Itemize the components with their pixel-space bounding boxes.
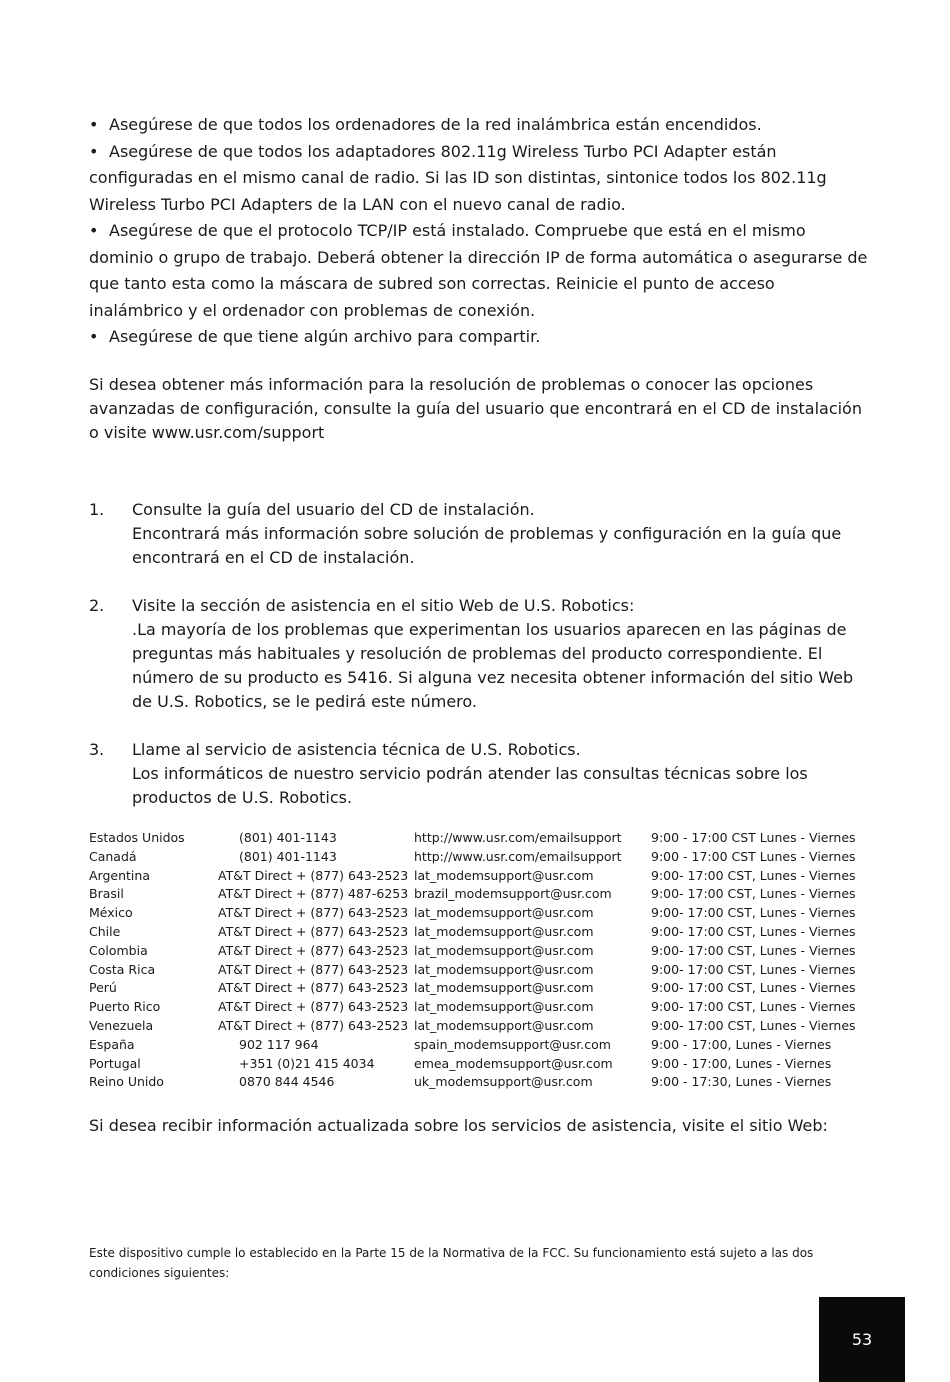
country-cell: México bbox=[89, 905, 133, 921]
table-row bbox=[89, 923, 859, 942]
email-link[interactable]: http://www.usr.com/emailsupport bbox=[414, 848, 622, 864]
email-link[interactable]: uk_modemsupport@usr.com bbox=[414, 1074, 593, 1090]
checklist-item bbox=[89, 112, 869, 139]
checklist-item bbox=[89, 324, 869, 351]
phone-cell: AT&T Direct + (877) 643-2523 bbox=[218, 942, 409, 958]
hours-cell: 9:00 - 17:30, Lunes - Viernes bbox=[651, 1074, 832, 1090]
country-cell: Chile bbox=[89, 923, 121, 939]
email-link[interactable]: lat_modemsupport@usr.com bbox=[414, 867, 594, 883]
support-step bbox=[89, 738, 869, 810]
bullet-icon: • bbox=[89, 115, 99, 134]
country-cell: Argentina bbox=[89, 867, 150, 883]
checklist-item-text: Asegúrese de que el protocolo TCP/IP está instalado. Compruebe que está en el mismo dominio o grupo de trabajo. Deberá obtener la dirección IP de forma automática o asegurarse de que tanto esta como la máscara de subred son correctas. Reinicie el punto de acceso inalámbrico y el ordenador con problemas de conexión. bbox=[89, 221, 868, 320]
email-link[interactable]: emea_modemsupport@usr.com bbox=[414, 1055, 613, 1071]
step-number: 2. bbox=[89, 596, 105, 615]
phone-cell: AT&T Direct + (877) 643-2523 bbox=[218, 1017, 409, 1033]
phone-cell: 0870 844 4546 bbox=[239, 1074, 335, 1090]
country-cell: España bbox=[89, 1036, 135, 1052]
step-number: 3. bbox=[89, 740, 105, 759]
bullet-icon: • bbox=[89, 141, 99, 161]
email-link[interactable]: http://www.usr.com/emailsupport bbox=[414, 830, 622, 845]
country-cell: Reino Unido bbox=[89, 1074, 164, 1090]
table-row bbox=[89, 867, 859, 886]
phone-cell: AT&T Direct + (877) 643-2523 bbox=[218, 961, 409, 977]
step-body: .La mayoría de los problemas que experimentan los usuarios aparecen en las páginas de preguntas más habituales y resolución de problemas del producto correspondiente. El número de su producto es 5416. Si alguna vez necesita obtener información del sitio Web de U.S. Robotics, se le pedirá este número. bbox=[132, 620, 854, 711]
support-step bbox=[89, 498, 869, 570]
hours-cell: 9:00- 17:00 CST, Lunes - Viernes bbox=[651, 942, 856, 958]
email-link[interactable]: brazil_modemsupport@usr.com bbox=[414, 886, 612, 902]
more-info-paragraph: Si desea obtener más información para la resolución de problemas o conocer las opciones avanzadas de configuración, consulte la guía del usuario que encontrará en el CD de instalación o visite www.usr.com/support bbox=[89, 375, 862, 442]
phone-cell: AT&T Direct + (877) 643-2523 bbox=[218, 905, 409, 921]
table-row bbox=[89, 885, 859, 904]
step-number: 1. bbox=[89, 500, 105, 519]
phone-cell: AT&T Direct + (877) 643-2523 bbox=[218, 923, 409, 939]
step-title: Visite la sección de asistencia en el sitio Web de U.S. Robotics: bbox=[132, 596, 635, 615]
country-cell: Costa Rica bbox=[89, 961, 156, 977]
phone-cell: AT&T Direct + (877) 643-2523 bbox=[218, 867, 409, 883]
checklist-item-text: Asegúrese de que todos los ordenadores de la red inalámbrica están encendidos. bbox=[109, 115, 762, 134]
email-link[interactable]: lat_modemsupport@usr.com bbox=[414, 1017, 594, 1033]
table-row bbox=[89, 848, 859, 867]
country-cell: Canadá bbox=[89, 848, 137, 864]
phone-cell: AT&T Direct + (877) 643-2523 bbox=[218, 999, 409, 1015]
table-row bbox=[89, 961, 859, 980]
email-link[interactable]: lat_modemsupport@usr.com bbox=[414, 923, 594, 939]
email-link[interactable]: lat_modemsupport@usr.com bbox=[414, 905, 594, 921]
bullet-icon: • bbox=[89, 221, 99, 240]
hours-cell: 9:00- 17:00 CST, Lunes - Viernes bbox=[651, 1017, 856, 1033]
phone-cell: (801) 401-1143 bbox=[239, 848, 337, 864]
table-row bbox=[89, 942, 859, 961]
fcc-notice: Este dispositivo cumple lo establecido en la Parte 15 de la Normativa de la FCC. Su funcionamiento está sujeto a las dos condiciones siguientes: bbox=[89, 1246, 814, 1280]
email-link[interactable]: lat_modemsupport@usr.com bbox=[414, 942, 594, 958]
email-link[interactable]: lat_modemsupport@usr.com bbox=[414, 999, 594, 1015]
bullet-icon: • bbox=[89, 327, 99, 346]
table-row bbox=[89, 904, 859, 923]
hours-cell: 9:00 - 17:00, Lunes - Viernes bbox=[651, 1055, 832, 1071]
table-row bbox=[89, 979, 859, 998]
step-body: Los informáticos de nuestro servicio podrán atender las consultas técnicas sobre los productos de U.S. Robotics. bbox=[132, 764, 808, 807]
hours-cell: 9:00- 17:00 CST, Lunes - Viernes bbox=[651, 905, 856, 921]
page-number: 53 bbox=[851, 1330, 873, 1349]
step-body: Encontrará más información sobre solución de problemas y configuración en la guía que encontrará en el CD de instalación. bbox=[132, 524, 842, 567]
step-title: Llame al servicio de asistencia técnica de U.S. Robotics. bbox=[132, 740, 581, 759]
checklist-item bbox=[89, 218, 869, 324]
country-cell: Estados Unidos bbox=[89, 830, 185, 845]
hours-cell: 9:00 - 17:00 CST Lunes - Viernes bbox=[651, 830, 856, 845]
table-row bbox=[89, 1055, 859, 1074]
hours-cell: 9:00- 17:00 CST, Lunes - Viernes bbox=[651, 867, 856, 883]
hours-cell: 9:00- 17:00 CST, Lunes - Viernes bbox=[651, 923, 856, 939]
country-cell: Perú bbox=[89, 980, 117, 996]
phone-cell: AT&T Direct + (877) 643-2523 bbox=[218, 980, 409, 996]
hours-cell: 9:00- 17:00 CST, Lunes - Viernes bbox=[651, 961, 856, 977]
page-number-box bbox=[819, 1297, 905, 1382]
table-row bbox=[89, 1036, 859, 1055]
hours-cell: 9:00 - 17:00, Lunes - Viernes bbox=[651, 1036, 832, 1052]
step-title: Consulte la guía del usuario del CD de instalación. bbox=[132, 500, 535, 519]
table-row bbox=[89, 1017, 859, 1036]
table-row bbox=[89, 829, 859, 848]
hours-cell: 9:00- 17:00 CST, Lunes - Viernes bbox=[651, 980, 856, 996]
email-link[interactable]: spain_modemsupport@usr.com bbox=[414, 1036, 611, 1052]
phone-cell: +351 (0)21 415 4034 bbox=[239, 1055, 375, 1071]
phone-cell: AT&T Direct + (877) 487-6253 bbox=[218, 886, 409, 902]
hours-cell: 9:00 - 17:00 CST Lunes - Viernes bbox=[651, 848, 856, 864]
hours-cell: 9:00- 17:00 CST, Lunes - Viernes bbox=[651, 886, 856, 902]
country-cell: Brasil bbox=[89, 886, 124, 902]
checklist-item-text: Asegúrese de que tiene algún archivo para compartir. bbox=[109, 327, 541, 346]
visit-website-paragraph: Si desea recibir información actualizada sobre los servicios de asistencia, visite el sitio Web: bbox=[89, 1116, 828, 1135]
checklist-item bbox=[89, 139, 869, 219]
phone-cell: 902 117 964 bbox=[239, 1036, 319, 1052]
table-row bbox=[89, 1073, 859, 1092]
hours-cell: 9:00- 17:00 CST, Lunes - Viernes bbox=[651, 999, 856, 1015]
country-cell: Venezuela bbox=[89, 1017, 154, 1033]
checklist-item-text: Asegúrese de que todos los adaptadores 802.11g Wireless Turbo PCI Adapter están configuradas en el mismo canal de radio. Si las ID son distintas, sintonice todos los 802.11g Wireless Turbo PCI Adapters de la LAN con el nuevo canal de radio. bbox=[89, 141, 827, 214]
support-steps bbox=[89, 498, 869, 834]
country-cell: Portugal bbox=[89, 1055, 141, 1071]
email-link[interactable]: lat_modemsupport@usr.com bbox=[414, 961, 594, 977]
support-step bbox=[89, 594, 869, 714]
table-row bbox=[89, 998, 859, 1017]
support-contacts-table bbox=[89, 829, 859, 1092]
checklist bbox=[89, 112, 869, 351]
country-cell: Colombia bbox=[89, 942, 148, 958]
country-cell: Puerto Rico bbox=[89, 999, 161, 1015]
phone-cell: (801) 401-1143 bbox=[239, 830, 337, 845]
email-link[interactable]: lat_modemsupport@usr.com bbox=[414, 980, 594, 996]
